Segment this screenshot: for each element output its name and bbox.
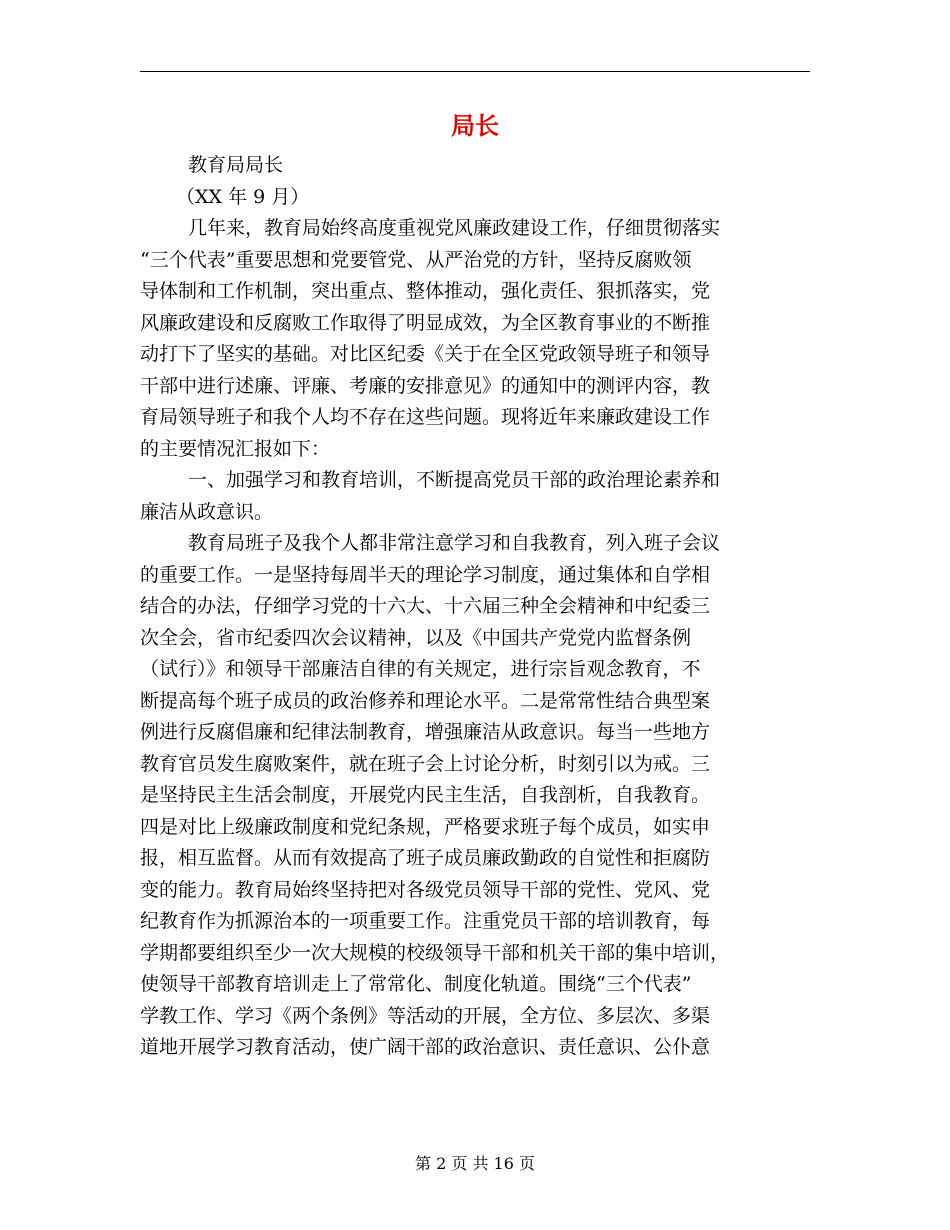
paragraph-line: 干部中进行述廉、评廉、考廉的安排意见》的通知中的测评内容，教 [140, 374, 711, 397]
paragraph-line: 使领导干部教育培训走上了常常化、制度化轨道。围绕“三个代表” [140, 973, 692, 995]
paragraph-2 [140, 528, 800, 1064]
paragraph-line: 风廉政建设和反腐败工作取得了明显成效，为全区教育事业的不断推 [140, 311, 711, 334]
paragraph-line: 四是对比上级廉政制度和党纪条规，严格要求班子每个成员，如实申 [140, 815, 711, 838]
paragraph-line: 的重要工作。一是坚持每周半天的理论学习制度，通过集体和自学相 [140, 563, 711, 586]
paragraph-line: 育局领导班子和我个人均不存在这些问题。现将近年来廉政建设工作 [140, 406, 711, 428]
paragraph-1 [140, 213, 800, 465]
paragraph-line: 是坚持民主生活会制度，开展党内民主生活，自我剖析，自我教育。 [140, 784, 711, 806]
paragraph-line: 几年来，教育局始终高度重视党风廉政建设工作，仔细贯彻落实 [188, 217, 721, 239]
paragraph-line: 断提高每个班子成员的政治修养和理论水平。二是常常性结合典型案 [140, 689, 711, 712]
page-number-footer: 第 2 页 共 16 页 [415, 1154, 535, 1173]
paragraph-line: 纪教育作为抓源治本的一项重要工作。注重党员干部的培训教育，每 [140, 910, 711, 932]
heading-line: 一、加强学习和教育培训，不断提高党员干部的政治理论素养和 [188, 469, 721, 491]
header-rule [140, 71, 810, 72]
paragraph-line: 结合的办法，仔细学习党的十六大、十六届三种全会精神和中纪委三 [140, 595, 711, 617]
date-line: （XX 年 9 月） [176, 185, 310, 208]
section-heading-1 [140, 465, 800, 528]
paragraph-line: 动打下了坚实的基础。对比区纪委《关于在全区党政领导班子和领导 [140, 343, 711, 365]
paragraph-line: 变的能力。教育局始终坚持把对各级党员领导干部的党性、党风、党 [140, 878, 711, 901]
paragraph-line: 次全会，省市纪委四次会议精神，以及《中国共产党党内监督条例 [140, 626, 692, 649]
paragraph-line: 报，相互监督。从而有效提高了班子成员廉政勤政的自觉性和拒腐防 [140, 847, 711, 869]
paragraph-line: “三个代表”重要思想和党要管党、从严治党的方针，坚持反腐败领 [140, 248, 692, 271]
paragraph-line: 道地开展学习教育活动，使广阔干部的政治意识、责任意识、公仆意 [140, 1036, 711, 1058]
paragraph-line: （试行）》和领导干部廉洁自律的有关规定，进行宗旨观念教育，不 [140, 658, 701, 680]
author-line: 教育局局长 [188, 154, 284, 176]
paragraph-line: 教育官员发生腐败案件，就在班子会上讨论分析，时刻引以为戒。三 [140, 752, 711, 775]
paragraph-line: 学教工作、学习《两个条例》等活动的开展，全方位、多层次、多渠 [140, 1004, 711, 1027]
document-title: 局长 [451, 111, 499, 140]
paragraph-line: 导体制和工作机制，突出重点、整体推动，强化责任、狠抓落实，党 [140, 280, 711, 302]
paragraph-line: 教育局班子及我个人都非常注意学习和自我教育，列入班子会议 [188, 532, 721, 554]
heading-line: 廉洁从政意识。 [140, 500, 274, 523]
paragraph-line: 例进行反腐倡廉和纪律法制教育，增强廉洁从政意识。每当一些地方 [140, 721, 711, 743]
paragraph-line: 学期都要组织至少一次大规模的校级领导干部和机关干部的集中培训， [140, 941, 730, 964]
document-body [140, 150, 800, 1064]
paragraph-line: 的主要情况汇报如下： [140, 437, 331, 460]
